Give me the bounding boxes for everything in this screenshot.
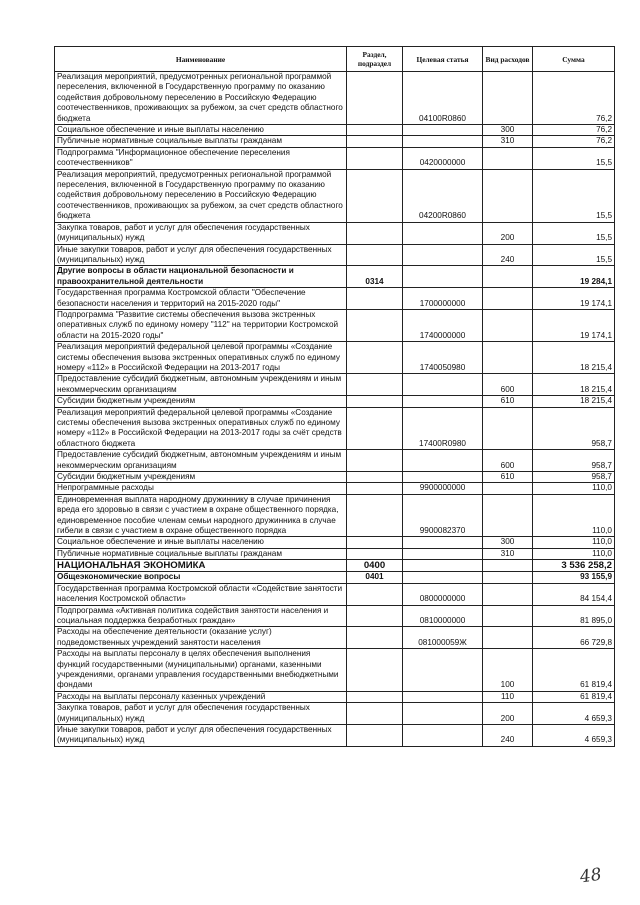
cell-type: 240 bbox=[483, 724, 533, 746]
cell-section bbox=[347, 374, 403, 396]
cell-type: 300 bbox=[483, 537, 533, 548]
cell-type bbox=[483, 342, 533, 374]
cell-sum: 81 895,0 bbox=[533, 605, 615, 627]
cell-type: 610 bbox=[483, 472, 533, 483]
cell-type: 300 bbox=[483, 125, 533, 136]
cell-type bbox=[483, 627, 533, 649]
cell-sum: 15,5 bbox=[533, 244, 615, 266]
cell-target bbox=[403, 450, 483, 472]
cell-sum: 93 155,9 bbox=[533, 572, 615, 583]
cell-name: Государственная программа Костромской области "Обеспечение безопасности населения и территорий на 2015-2020 годы" bbox=[55, 288, 347, 310]
cell-target: 0420000000 bbox=[403, 147, 483, 169]
table-row bbox=[55, 548, 615, 559]
cell-target bbox=[403, 548, 483, 559]
cell-type bbox=[483, 147, 533, 169]
cell-type bbox=[483, 583, 533, 605]
table-row bbox=[55, 537, 615, 548]
cell-name: Расходы на выплаты персоналу в целях обеспечения выполнения функций государственными (муниципальными) органами, казенными учреждениями, органами управления государственными внебюджетными фондами bbox=[55, 649, 347, 692]
table-row bbox=[55, 627, 615, 649]
cell-sum: 4 659,3 bbox=[533, 724, 615, 746]
cell-name: Иные закупки товаров, работ и услуг для обеспечения государственных (муниципальных) нужд bbox=[55, 724, 347, 746]
cell-sum: 19 284,1 bbox=[533, 266, 615, 288]
table-row bbox=[55, 125, 615, 136]
cell-type: 600 bbox=[483, 374, 533, 396]
table-row bbox=[55, 396, 615, 407]
table-row bbox=[55, 222, 615, 244]
cell-target: 1740050980 bbox=[403, 342, 483, 374]
cell-type bbox=[483, 72, 533, 125]
table-row bbox=[55, 703, 615, 725]
cell-name: Предоставление субсидий бюджетным, автономным учреждениям и иным некоммерческим организациям bbox=[55, 450, 347, 472]
table-row bbox=[55, 266, 615, 288]
cell-section bbox=[347, 494, 403, 537]
cell-sum: 19 174,1 bbox=[533, 288, 615, 310]
table-row bbox=[55, 494, 615, 537]
table-row bbox=[55, 649, 615, 692]
cell-section bbox=[347, 169, 403, 222]
cell-type bbox=[483, 560, 533, 572]
header-section: Раздел, подраздел bbox=[347, 47, 403, 72]
cell-target: 1740000000 bbox=[403, 309, 483, 341]
cell-target: 9900082370 bbox=[403, 494, 483, 537]
cell-name: Государственная программа Костромской области «Содействие занятости населения Костромской области» bbox=[55, 583, 347, 605]
table-row bbox=[55, 472, 615, 483]
cell-target bbox=[403, 136, 483, 147]
cell-type bbox=[483, 266, 533, 288]
cell-target: 9900000000 bbox=[403, 483, 483, 494]
cell-name: Единовременная выплата народному дружиннику в случае причинения вреда его здоровью в связи с участием в охране общественного порядка, единовременное пособие членам семьи народного дружинника в случае гибели в связи с участием в охране общественного порядка bbox=[55, 494, 347, 537]
cell-target bbox=[403, 537, 483, 548]
table-row bbox=[55, 605, 615, 627]
cell-section bbox=[347, 583, 403, 605]
cell-section bbox=[347, 147, 403, 169]
cell-section bbox=[347, 342, 403, 374]
header-name: Наименование bbox=[55, 47, 347, 72]
table-row bbox=[55, 309, 615, 341]
table-row bbox=[55, 374, 615, 396]
cell-type bbox=[483, 605, 533, 627]
cell-sum: 84 154,4 bbox=[533, 583, 615, 605]
cell-section bbox=[347, 627, 403, 649]
cell-section bbox=[347, 125, 403, 136]
cell-target bbox=[403, 724, 483, 746]
cell-name: НАЦИОНАЛЬНАЯ ЭКОНОМИКА bbox=[55, 560, 347, 572]
cell-section bbox=[347, 136, 403, 147]
cell-name: Реализация мероприятий федеральной целевой программы «Создание системы обеспечения вызова экстренных оперативных служб по единому номеру «112» в Российской Федерации на 2013-2017 годы bbox=[55, 342, 347, 374]
cell-sum: 18 215,4 bbox=[533, 374, 615, 396]
cell-sum: 15,5 bbox=[533, 222, 615, 244]
cell-section bbox=[347, 244, 403, 266]
cell-section bbox=[347, 396, 403, 407]
table-row bbox=[55, 72, 615, 125]
cell-type bbox=[483, 169, 533, 222]
cell-sum: 3 536 258,2 bbox=[533, 560, 615, 572]
cell-section bbox=[347, 450, 403, 472]
cell-section bbox=[347, 724, 403, 746]
header-sum: Сумма bbox=[533, 47, 615, 72]
cell-name: Закупка товаров, работ и услуг для обеспечения государственных (муниципальных) нужд bbox=[55, 703, 347, 725]
cell-target: 17400R0980 bbox=[403, 407, 483, 450]
table-row bbox=[55, 407, 615, 450]
table-row bbox=[55, 288, 615, 310]
cell-sum: 958,7 bbox=[533, 407, 615, 450]
table-row bbox=[55, 560, 615, 572]
cell-section: 0401 bbox=[347, 572, 403, 583]
cell-sum: 15,5 bbox=[533, 169, 615, 222]
cell-sum: 18 215,4 bbox=[533, 396, 615, 407]
table-row bbox=[55, 691, 615, 702]
cell-name: Подпрограмма "Развитие системы обеспечения вызова экстренных оперативных служб по единому номеру "112" на территории Костромской области на 2015-2020 годы" bbox=[55, 309, 347, 341]
cell-target bbox=[403, 374, 483, 396]
cell-type: 100 bbox=[483, 649, 533, 692]
cell-type: 610 bbox=[483, 396, 533, 407]
cell-name: Социальное обеспечение и иные выплаты населению bbox=[55, 537, 347, 548]
cell-section bbox=[347, 72, 403, 125]
cell-name: Публичные нормативные социальные выплаты гражданам bbox=[55, 548, 347, 559]
budget-table-sheet bbox=[54, 46, 614, 747]
cell-target: 081000059Ж bbox=[403, 627, 483, 649]
cell-sum: 110,0 bbox=[533, 494, 615, 537]
cell-target: 1700000000 bbox=[403, 288, 483, 310]
cell-section bbox=[347, 605, 403, 627]
cell-sum: 15,5 bbox=[533, 147, 615, 169]
cell-sum: 76,2 bbox=[533, 136, 615, 147]
cell-target: 04200R0860 bbox=[403, 169, 483, 222]
cell-type: 310 bbox=[483, 136, 533, 147]
cell-sum: 110,0 bbox=[533, 483, 615, 494]
cell-sum: 66 729,8 bbox=[533, 627, 615, 649]
cell-name: Общеэкономические вопросы bbox=[55, 572, 347, 583]
table-row bbox=[55, 450, 615, 472]
cell-name: Подпрограмма «Активная политика содействия занятости населения и социальная поддержка безработных граждан» bbox=[55, 605, 347, 627]
cell-section bbox=[347, 537, 403, 548]
cell-target bbox=[403, 560, 483, 572]
table-row bbox=[55, 169, 615, 222]
cell-target bbox=[403, 649, 483, 692]
cell-target bbox=[403, 244, 483, 266]
page-number: 48 bbox=[578, 864, 603, 888]
cell-name: Социальное обеспечение и иные выплаты населению bbox=[55, 125, 347, 136]
cell-target: 0810000000 bbox=[403, 605, 483, 627]
cell-sum: 4 659,3 bbox=[533, 703, 615, 725]
table-row bbox=[55, 342, 615, 374]
cell-name: Расходы на обеспечение деятельности (оказание услуг) подведомственных учреждений занятости населения bbox=[55, 627, 347, 649]
cell-name: Подпрограмма "Информационное обеспечение переселения соотечественников" bbox=[55, 147, 347, 169]
cell-name: Расходы на выплаты персоналу казенных учреждений bbox=[55, 691, 347, 702]
cell-name: Предоставление субсидий бюджетным, автономным учреждениям и иным некоммерческим организациям bbox=[55, 374, 347, 396]
cell-type bbox=[483, 309, 533, 341]
table-row bbox=[55, 147, 615, 169]
cell-sum: 958,7 bbox=[533, 472, 615, 483]
cell-target bbox=[403, 572, 483, 583]
table-row bbox=[55, 244, 615, 266]
cell-section: 0314 bbox=[347, 266, 403, 288]
cell-sum: 76,2 bbox=[533, 125, 615, 136]
cell-type bbox=[483, 572, 533, 583]
cell-name: Иные закупки товаров, работ и услуг для обеспечения государственных (муниципальных) нужд bbox=[55, 244, 347, 266]
cell-name: Закупка товаров, работ и услуг для обеспечения государственных (муниципальных) нужд bbox=[55, 222, 347, 244]
cell-type bbox=[483, 288, 533, 310]
cell-name: Реализация мероприятий федеральной целевой программы «Создание системы обеспечения вызова экстренных оперативных служб по единому номеру «112» в Российской Федерации на 2013-2017 годы за счёт средств областного бюджета bbox=[55, 407, 347, 450]
header-type: Вид расходов bbox=[483, 47, 533, 72]
cell-section bbox=[347, 483, 403, 494]
cell-target: 04100R0860 bbox=[403, 72, 483, 125]
cell-sum: 76,2 bbox=[533, 72, 615, 125]
cell-sum: 110,0 bbox=[533, 537, 615, 548]
cell-type: 310 bbox=[483, 548, 533, 559]
cell-type: 200 bbox=[483, 222, 533, 244]
cell-type bbox=[483, 483, 533, 494]
cell-section: 0400 bbox=[347, 560, 403, 572]
cell-name: Реализация мероприятий, предусмотренных региональной программой переселения, включенной в Государственную программу по оказанию содействия добровольному переселению в Российскую Федерацию соотечественников, проживающих за рубежом, за счет средств областного бюджета bbox=[55, 169, 347, 222]
cell-sum: 61 819,4 bbox=[533, 691, 615, 702]
cell-type bbox=[483, 407, 533, 450]
table-body bbox=[55, 72, 615, 747]
cell-target bbox=[403, 472, 483, 483]
cell-target bbox=[403, 703, 483, 725]
table-row bbox=[55, 483, 615, 494]
cell-type: 600 bbox=[483, 450, 533, 472]
cell-section bbox=[347, 309, 403, 341]
table-row bbox=[55, 583, 615, 605]
cell-type bbox=[483, 494, 533, 537]
cell-name: Непрограммные расходы bbox=[55, 483, 347, 494]
table-row bbox=[55, 136, 615, 147]
cell-section bbox=[347, 548, 403, 559]
budget-table bbox=[54, 46, 615, 747]
cell-section bbox=[347, 691, 403, 702]
cell-section bbox=[347, 472, 403, 483]
cell-type: 200 bbox=[483, 703, 533, 725]
cell-sum: 19 174,1 bbox=[533, 309, 615, 341]
cell-name: Субсидии бюджетным учреждениям bbox=[55, 396, 347, 407]
cell-section bbox=[347, 703, 403, 725]
cell-target bbox=[403, 396, 483, 407]
cell-target bbox=[403, 691, 483, 702]
cell-name: Публичные нормативные социальные выплаты гражданам bbox=[55, 136, 347, 147]
cell-target: 0800000000 bbox=[403, 583, 483, 605]
header-target: Целевая статья bbox=[403, 47, 483, 72]
cell-section bbox=[347, 649, 403, 692]
table-header-row bbox=[55, 47, 615, 72]
cell-sum: 958,7 bbox=[533, 450, 615, 472]
cell-sum: 61 819,4 bbox=[533, 649, 615, 692]
table-row bbox=[55, 572, 615, 583]
cell-section bbox=[347, 222, 403, 244]
cell-type: 240 bbox=[483, 244, 533, 266]
cell-sum: 18 215,4 bbox=[533, 342, 615, 374]
cell-name: Реализация мероприятий, предусмотренных региональной программой переселения, включенной в Государственную программу по оказанию содействия добровольному переселению в Российскую Федерацию соотечественников, проживающих за рубежом, за счет средств областного бюджета bbox=[55, 72, 347, 125]
cell-section bbox=[347, 288, 403, 310]
cell-name: Субсидии бюджетным учреждениям bbox=[55, 472, 347, 483]
table-row bbox=[55, 724, 615, 746]
cell-name: Другие вопросы в области национальной безопасности и правоохранительной деятельности bbox=[55, 266, 347, 288]
cell-target bbox=[403, 266, 483, 288]
cell-type: 110 bbox=[483, 691, 533, 702]
cell-section bbox=[347, 407, 403, 450]
cell-target bbox=[403, 125, 483, 136]
cell-target bbox=[403, 222, 483, 244]
cell-sum: 110,0 bbox=[533, 548, 615, 559]
